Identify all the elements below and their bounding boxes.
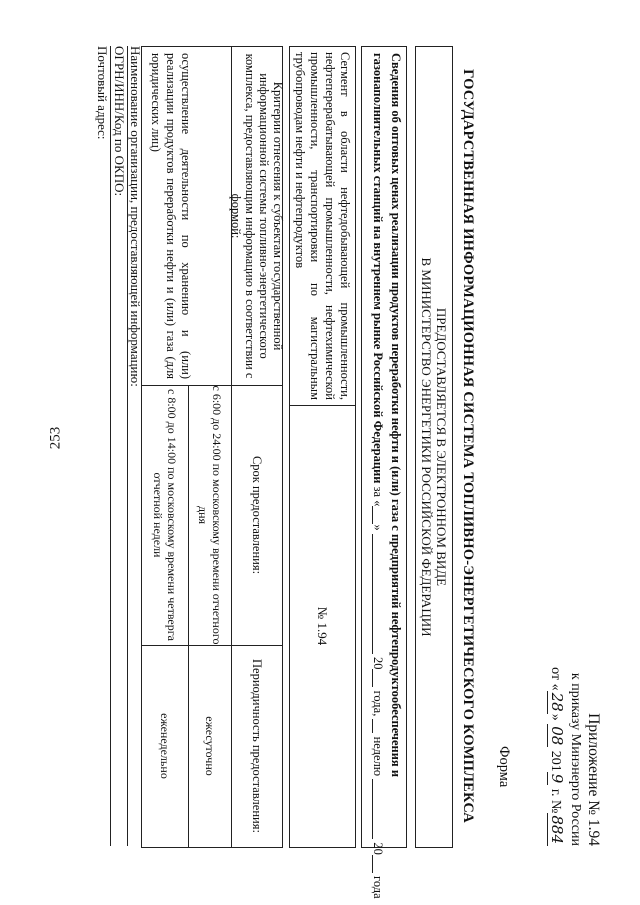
blank-week-no (372, 719, 385, 733)
form-label: Форма (496, 746, 512, 788)
submit-box (415, 46, 453, 848)
blank-day (372, 506, 385, 524)
period-header: Периодичность предоставления: (231, 645, 282, 847)
rotated-form (95, 16, 608, 899)
order-day: 28 (548, 692, 566, 712)
deadline-weekly: с 8:00 до 14:00 по московскому времени четверга отчетной недели (151, 389, 179, 641)
submit-line-1: ПРЕДОСТАВЛЯЕТСЯ В ЭЛЕКТРОННОМ ВИДЕ (434, 307, 449, 587)
order-label: к приказу Минэнерго России (568, 672, 583, 846)
segment-text: Сегмент в области нефтедобывающей промышленности, нефтеперерабатывающей промышленности, нефтехимической промышленности, транспортировки по магистральным трубопроводам нефти и нефтепродуктов (293, 52, 352, 400)
criteria-table (141, 46, 283, 848)
form-header (546, 576, 602, 846)
deadline-header: Срок предоставления: (231, 385, 282, 645)
gis-title: ГОСУДАРСТВЕННАЯ ИНФОРМАЦИОННАЯ СИСТЕМА ТОПЛИВНО-ЭНЕРГЕТИЧЕСКОГО КОМПЛЕКСА (460, 69, 476, 823)
segment-cell (290, 47, 355, 406)
org-name-line (127, 46, 128, 846)
form-number: № 1.94 (315, 606, 331, 646)
order-number: 884 (548, 815, 566, 844)
report-title-line-2: газонаполнительных станций на внутреннем рынке Российской Федерации за «» 20 года, неделю 20 года (371, 53, 385, 899)
appendix-label: Приложение № 1.94 (585, 713, 602, 846)
blank-month (372, 534, 385, 654)
blank-year (372, 669, 385, 687)
segment-table (289, 46, 356, 848)
criteria-column (142, 47, 285, 386)
order-month: 08 (548, 726, 566, 746)
criteria-header: Критерии отнесения к субъектам государственной информационной системы топливно-энергетического комплекса, предоставляющим информацию в соответствии с формой: (231, 47, 282, 385)
submit-line-2: В МИНИСТЕРСТВО ЭНЕРГЕТИКИ РОССИЙСКОЙ ФЕДЕРАЦИИ (419, 257, 434, 637)
deadline-column (142, 385, 282, 646)
report-title-line-1: Сведения об оптовых ценах реализации продуктов переработки нефти и (или) газа с предприятий нефтепродуктообеспечения и (389, 53, 403, 778)
period-daily: ежесуточно (188, 645, 231, 847)
order-date-line: от «28» 08 2019 г. №884 (548, 667, 566, 844)
blank-year-2 (372, 855, 385, 873)
period-weekly: еженедельно (158, 713, 172, 779)
blank-week (372, 779, 385, 839)
page-number: 253 (47, 426, 64, 450)
report-title-box (361, 46, 407, 899)
criteria-body: осуществление деятельности по хранению и (или) реализации продуктов переработки нефти и (или) газа (для юридических лиц) (149, 53, 193, 379)
order-year-digit: 9 (548, 773, 566, 784)
address-label: Почтовый адрес: (95, 46, 110, 140)
period-column (142, 645, 282, 847)
deadline-daily: с 6:00 до 24:00 по московскому времени отчетного дня (188, 385, 231, 645)
ogrn-line (110, 46, 111, 846)
ogrn-label: ОГРН/ИНН/Код по ОКПО: (112, 46, 127, 197)
org-name-label: Наименование организации, предоставляющей информацию: (128, 46, 143, 387)
